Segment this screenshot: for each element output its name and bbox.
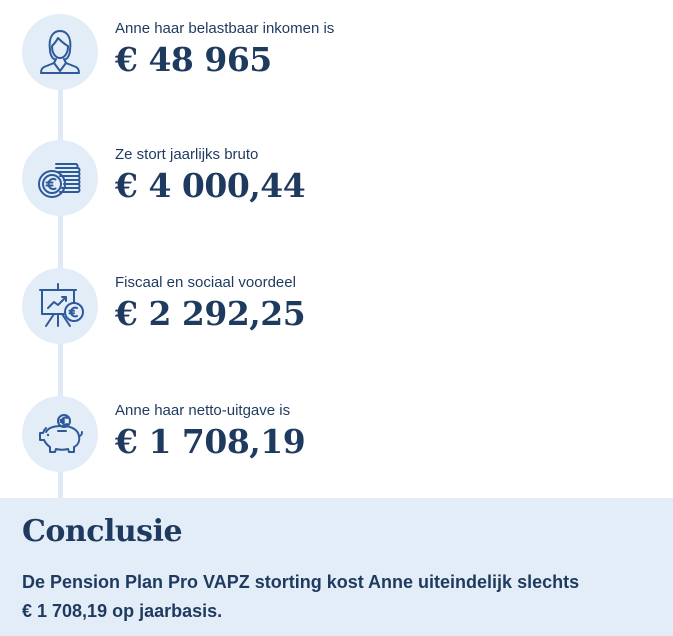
step-label: Ze stort jaarlijks bruto — [115, 146, 259, 163]
step-annual-deposit — [22, 140, 662, 220]
conclusion-box — [0, 498, 673, 636]
woman-icon — [22, 14, 98, 90]
step-label: Anne haar netto-uitgave is — [115, 402, 291, 419]
conclusion-text — [22, 568, 642, 626]
step-value: € 48 965 — [115, 40, 272, 79]
step-value: € 4 000,44 — [115, 166, 306, 205]
step-net-expense — [22, 396, 662, 476]
conclusion-line-2: € 1 708,19 op jaarbasis. — [22, 601, 223, 621]
step-label: Anne haar belastbaar inkomen is — [115, 20, 335, 37]
conclusion-line-1: De Pension Plan Pro VAPZ storting kost Anne uiteindelijk slechts — [22, 572, 580, 592]
step-label: Fiscaal en sociaal voordeel — [115, 274, 296, 291]
step-tax-benefit — [22, 268, 662, 348]
step-value: € 2 292,25 — [115, 294, 306, 333]
piggy-bank-icon — [22, 396, 98, 472]
conclusion-title: Conclusie — [22, 514, 183, 549]
presentation-chart-icon — [22, 268, 98, 344]
step-taxable-income — [22, 14, 662, 94]
coins-icon — [22, 140, 98, 216]
step-value: € 1 708,19 — [115, 422, 306, 461]
